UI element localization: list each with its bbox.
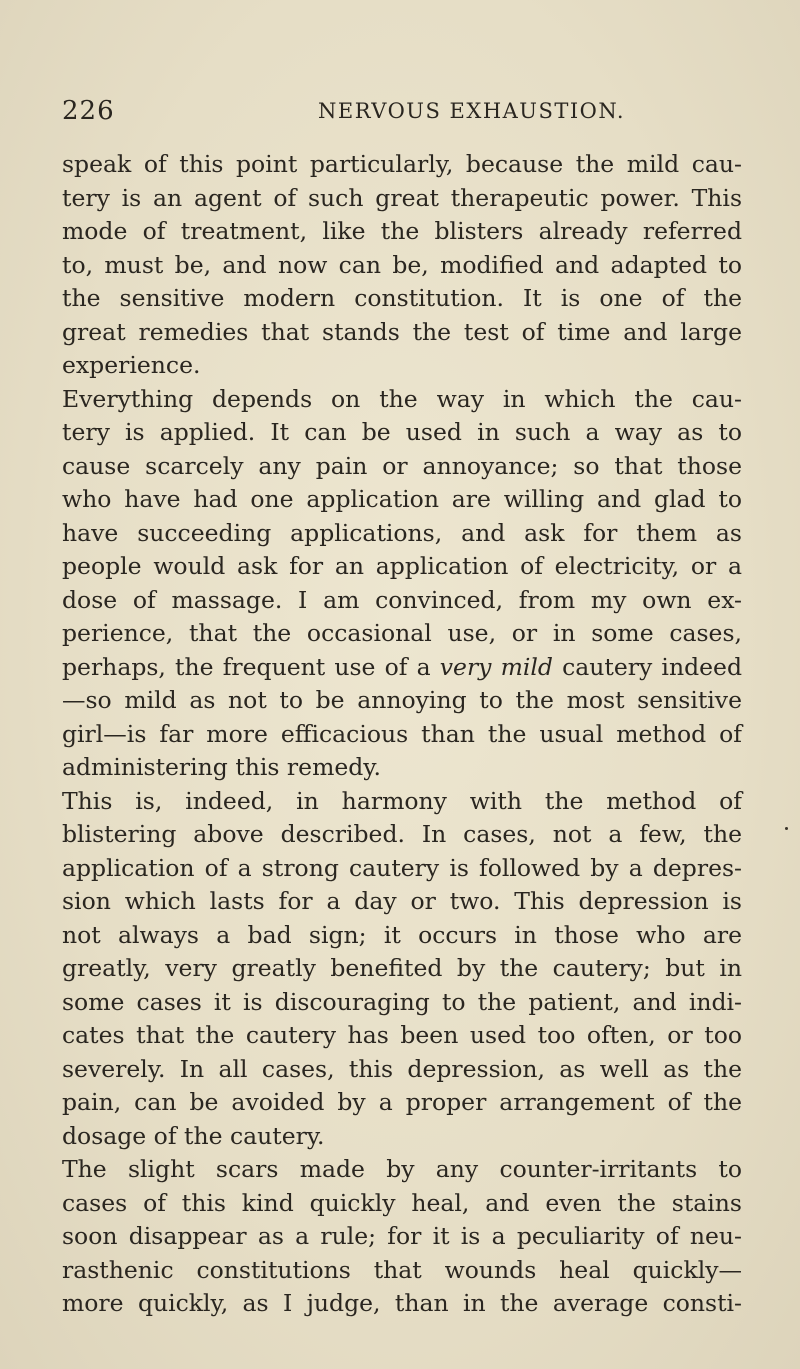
text-line: mode of treatment, like the blisters already referred	[62, 217, 742, 245]
text-line: dosage of the cautery.	[62, 1121, 325, 1150]
text-line: some cases it is discouraging to the patient, and indi-	[62, 987, 742, 1016]
text-line: great remedies that stands the test of time and large	[62, 317, 742, 346]
text-line: Everything depends on the way in which the cau-	[62, 384, 742, 413]
text-line: more quickly, as I judge, than in the average consti-	[62, 1289, 742, 1317]
text-line: perience, that the occasional use, or in some cases,	[62, 619, 742, 647]
text-line: cates that the cautery has been used too often, or too	[62, 1021, 742, 1049]
line-end: cautery indeed	[552, 652, 742, 681]
text-line: cause scarcely any pain or annoyance; so that those	[62, 451, 742, 480]
text-line: sion which lasts for a day or two. This depression is	[62, 887, 742, 915]
line-start: perhaps, the frequent use of a	[62, 652, 440, 681]
text-line: speak of this point particularly, because the mild cau-	[62, 150, 742, 178]
text-line: dose of massage. I am convinced, from my own ex-	[62, 585, 742, 614]
body-text	[62, 148, 742, 1321]
text-line: girl—is far more efficacious than the usual method of	[62, 719, 742, 748]
italic-emphasis: very mild	[439, 652, 553, 681]
text-line-italic-mix	[62, 651, 742, 685]
text-line: have succeeding applications, and ask for them as	[62, 518, 742, 547]
text-line: tery is applied. It can be used in such a way as to	[62, 418, 742, 446]
text-line: cases of this kind quickly heal, and even the stains	[62, 1188, 742, 1217]
text-line: severely. In all cases, this depression, as well as the	[62, 1054, 742, 1083]
running-head: NERVOUS EXHAUSTION.	[318, 99, 626, 123]
text-line: soon disappear as a rule; for it is a peculiarity of neu-	[62, 1222, 742, 1250]
text-line: people would ask for an application of electricity, or a	[62, 552, 742, 580]
text-line: experience.	[62, 351, 201, 379]
text-line: This is, indeed, in harmony with the method of	[62, 786, 742, 815]
text-line: application of a strong cautery is followed by a depres-	[62, 853, 742, 882]
text-line: —so mild as not to be annoying to the most sensitive	[62, 686, 742, 714]
text-line: pain, can be avoided by a proper arrangement of the	[62, 1088, 742, 1116]
page-number: 226	[62, 96, 115, 126]
text-line: greatly, very greatly benefited by the cautery; but in	[62, 954, 742, 982]
ink-speck	[785, 827, 788, 830]
text-line: rasthenic constitutions that wounds heal quickly—	[62, 1255, 742, 1284]
text-line: not always a bad sign; it occurs in those who are	[62, 920, 742, 949]
text-line: who have had one application are willing and glad to	[62, 485, 742, 513]
text-line: administering this remedy.	[62, 753, 381, 781]
text-line: to, must be, and now can be, modified and adapted to	[62, 250, 742, 279]
text-line: the sensitive modern constitution. It is one of the	[62, 284, 742, 312]
text-line: blistering above described. In cases, not a few, the	[62, 820, 742, 848]
page-header	[62, 96, 742, 128]
text-line: The slight scars made by any counter-irritants to	[62, 1155, 742, 1183]
text-line: tery is an agent of such great therapeutic power. This	[62, 183, 742, 212]
